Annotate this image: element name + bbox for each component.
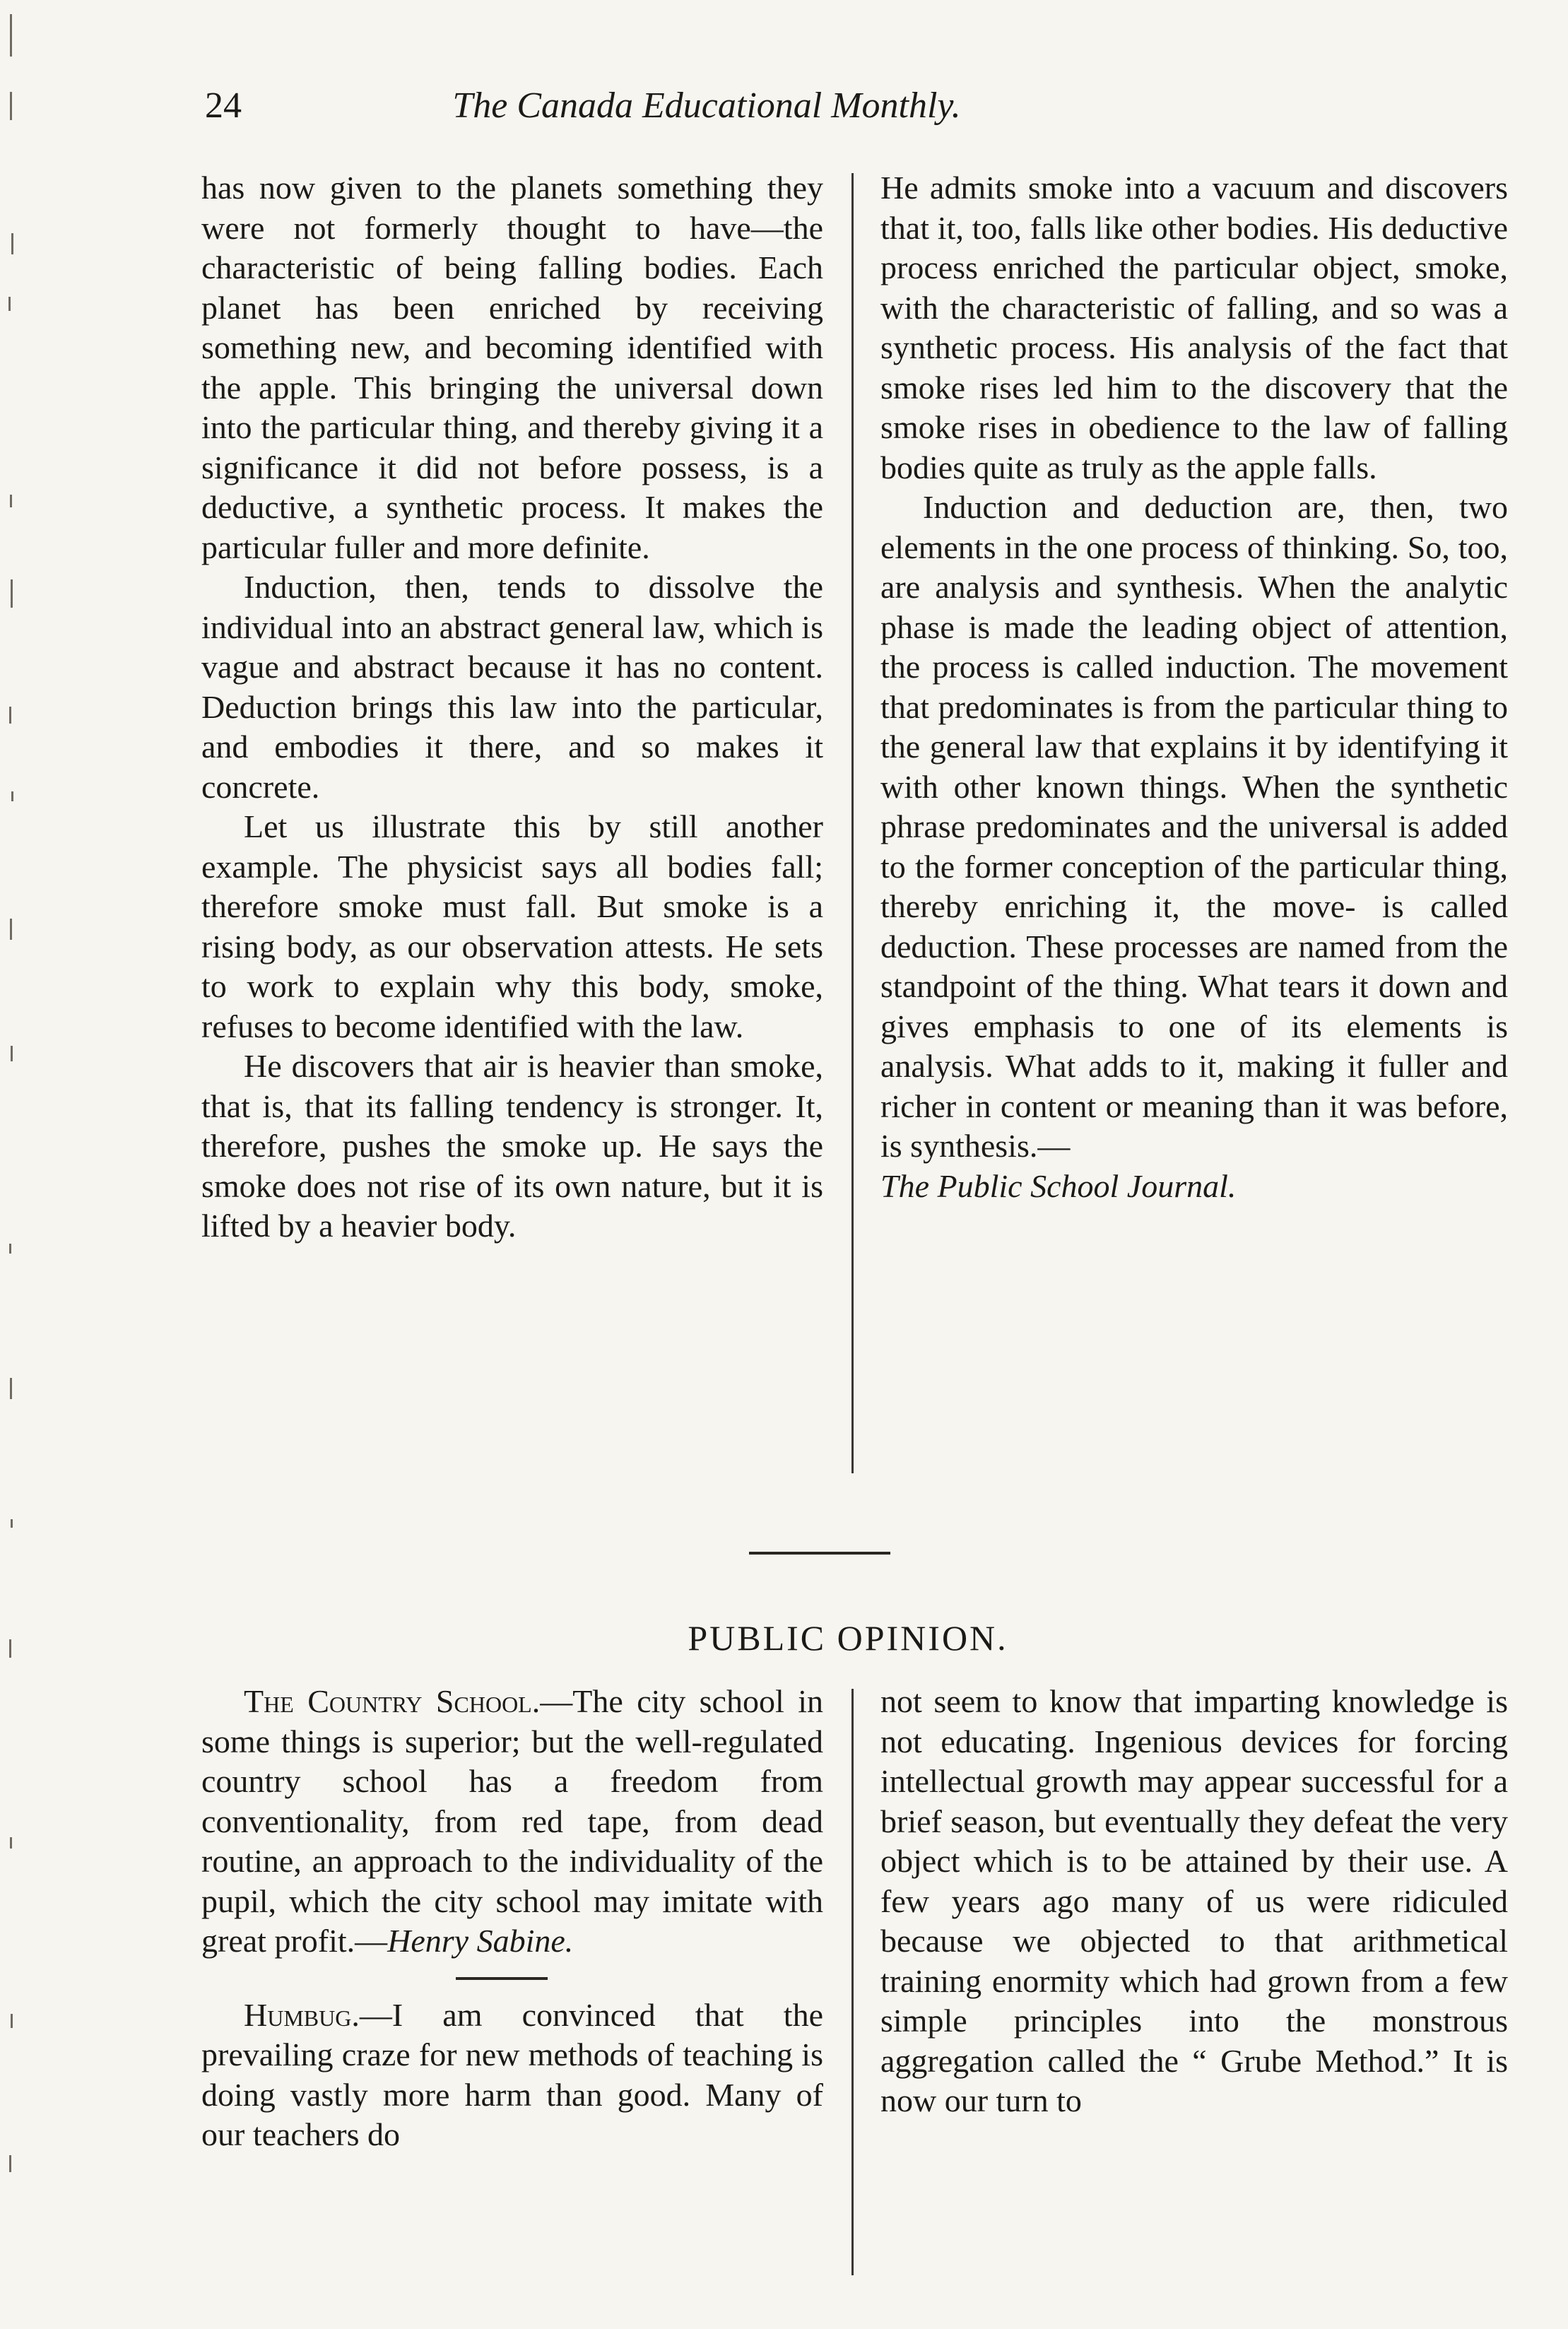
- page-number: 24: [205, 86, 242, 126]
- scan-margin-marks: [0, 0, 28, 2329]
- article-text: —The city school in some things is superior; but the well-regulated country school has a freedom from conventionality, from red tape, from dead routine, an approach to the individuality of the pupil, which the city school may imitate with great profit.—: [201, 1683, 823, 1959]
- section-divider: [749, 1552, 890, 1555]
- article-humbug: [201, 1995, 823, 2155]
- paragraph-text: Induction and deduction are, then, two elements in the one process of thinking. So, too, are analysis and synthesis. When the analytic phase is made the leading object of attention, the process is called induction. The movement that predominates is from the particular thing to the general law that explains it by identifying it with other known things. When the synthetic phrase predominates and the universal is added to the former conception of the particular thing, thereby enriching it, the move- is called deduction. These processes are named from the standpoint of the thing. What tears it down and gives emphasis to one of its elements is analysis. What adds to it, making it fuller and richer in content or meaning than it was before, is synthesis.—: [880, 489, 1508, 1164]
- top-left-column: [201, 168, 823, 1246]
- article-text: —I am convinced that the prevailing craze for new methods of teaching is doing vastly more harm than good. Many of our teachers do: [201, 1996, 823, 2152]
- section-heading: PUBLIC OPINION.: [688, 1618, 1008, 1658]
- paragraph: Induction, then, tends to dissolve the individual into an abstract general law, which is vague and abstract because it has no content. Deduction brings this law into the particular, and embodies it there, and so makes it concrete.: [201, 569, 823, 805]
- article-attribution: Henry Sabine.: [387, 1923, 574, 1959]
- paragraph: [880, 488, 1508, 1206]
- bottom-right-column: [880, 1682, 1508, 2121]
- page-header: [205, 78, 1208, 134]
- column-divider: [851, 173, 854, 1473]
- paragraph: not seem to know that imparting knowledge is not educating. Ingenious devices for forcing intellectual growth may appear successful for a brief season, but eventually they defeat the very object which is to be attained by their use. A few years ago many of us were ridiculed because we objected to that arithmetical training enormity which had grown from a few simple principles into the monstrous aggregation called the “ Grube Method.” It is now our turn to: [880, 1683, 1508, 2118]
- article-lead: Humbug.: [244, 1996, 360, 2033]
- paragraph: has now given to the planets something they were not formerly thought to have—the characteristic of being falling bodies. Each planet has been enriched by receiving something new, and becoming identified with the apple. This bringing the universal down into the particular thing, and thereby giving it a significance it did not before possess, is a deductive, a synthetic process. It makes the particular fuller and more definite.: [201, 170, 823, 565]
- top-right-column: [880, 168, 1508, 1206]
- journal-title: The Canada Educational Monthly.: [452, 86, 961, 126]
- article-country-school: [201, 1682, 823, 1962]
- paragraph: He discovers that air is heavier than smoke, that is, that its falling tendency is stronger. It, therefore, pushes the smoke up. He says the smoke does not rise of its own nature, but it is lifted by a heavier body.: [201, 1048, 823, 1244]
- bottom-left-column: [201, 1682, 823, 2155]
- column-divider: [851, 1689, 854, 2275]
- source-citation: The Public School Journal.: [880, 1167, 1237, 1204]
- paragraph: He admits smoke into a vacuum and discovers that it, too, falls like other bodies. His deductive process enriched the particular object, smoke, with the characteristic of falling, and so was a synthetic process. His analysis of the fact that smoke rises led him to the discovery that the smoke rises in obedience to the law of falling bodies quite as truly as the apple falls.: [880, 170, 1508, 485]
- article-divider: [456, 1977, 548, 1980]
- article-lead: The Country School.: [244, 1683, 541, 1719]
- paragraph: Let us illustrate this by still another example. The physicist says all bodies fall; therefore smoke must fall. But smoke is a rising body, as our observation attests. He sets to work to explain why this body, smoke, refuses to become identified with the law.: [201, 808, 823, 1044]
